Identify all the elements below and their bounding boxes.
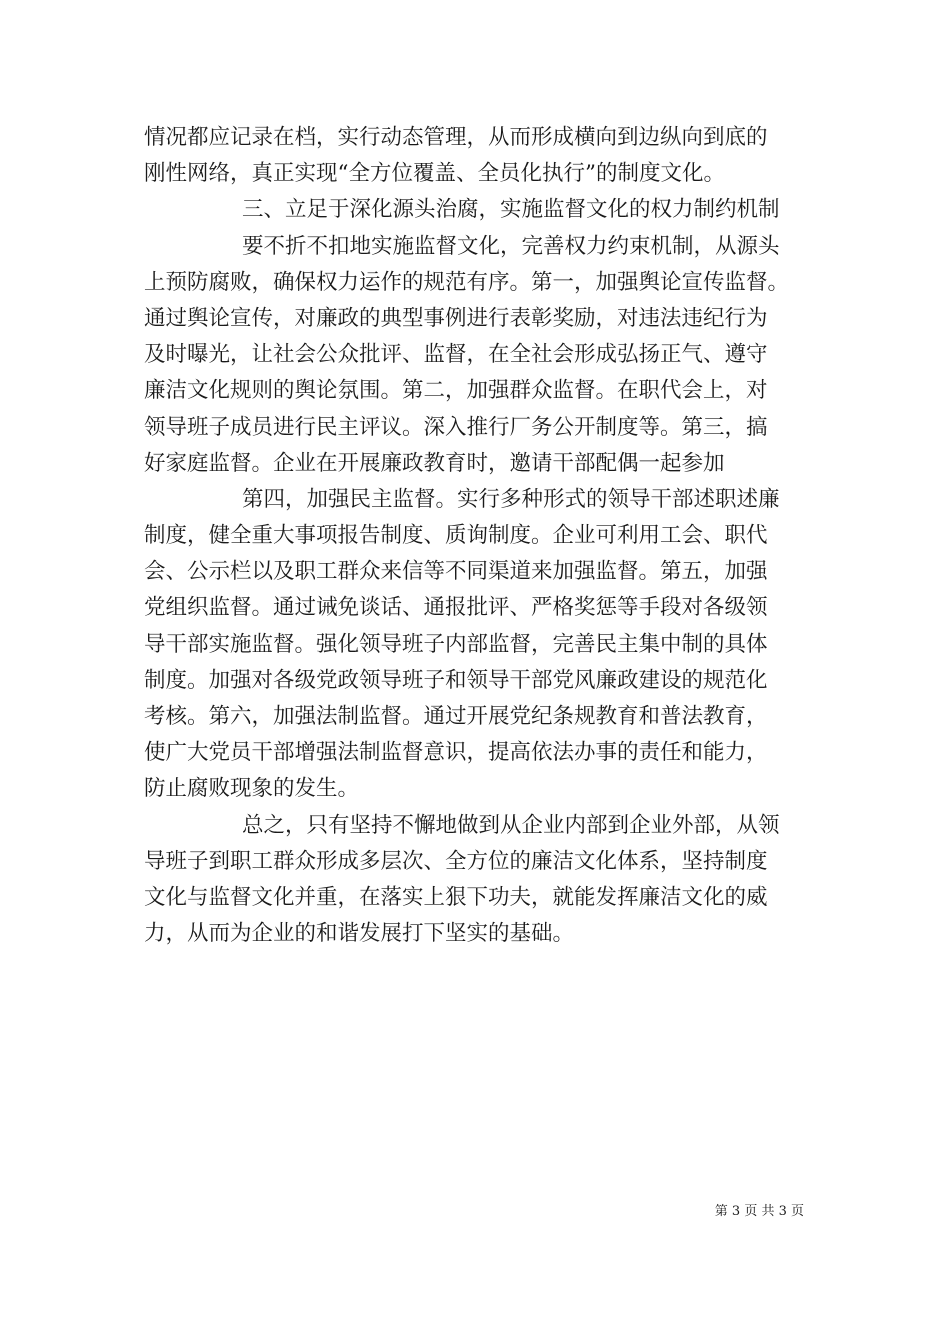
text-line: 及时曝光，让社会公众批评、监督，在全社会形成弘扬正气、遵守 [144, 342, 768, 368]
text-line: 领导班子成员进行民主评议。深入推行厂务公开制度等。第三，搞 [144, 414, 768, 440]
text-line: 导班子到职工群众形成多层次、全方位的廉洁文化体系，坚持制度 [144, 848, 768, 874]
text-line: 文化与监督文化并重，在落实上狠下功夫，就能发挥廉洁文化的威 [144, 884, 768, 910]
section-heading: 三、立足于深化源头治腐，实施监督文化的权力制约机制 [242, 197, 780, 223]
text-line: 力，从而为企业的和谐发展打下坚实的基础。 [144, 921, 575, 947]
text-line: 通过舆论宣传，对廉政的典型事例进行表彰奖励，对违法违纪行为 [144, 305, 768, 331]
text-line: 党组织监督。通过诫免谈话、通报批评、严格奖惩等手段对各级领 [144, 595, 768, 621]
text-line: 上预防腐败，确保权力运作的规范有序。第一，加强舆论宣传监督。 [144, 269, 790, 295]
text-line: 情况都应记录在档，实行动态管理，从而形成横向到边纵向到底的 [144, 125, 768, 150]
text-line: 制度，健全重大事项报告制度、质询制度。企业可利用工会、职代 [144, 523, 768, 549]
text-line: 第四，加强民主监督。实行多种形式的领导干部述职述廉 [242, 486, 780, 512]
text-line: 考核。第六，加强法制监督。通过开展党纪条规教育和普法教育， [144, 704, 768, 729]
text-line: 防止腐败现象的发生。 [144, 776, 360, 802]
text-line: 好家庭监督。企业在开展廉政教育时，邀请干部配偶一起参加 [144, 450, 725, 476]
text-line: 制度。加强对各级党政领导班子和领导干部党风廉政建设的规范化 [144, 667, 768, 693]
text-line: 要不折不扣地实施监督文化，完善权力约束机制，从源头 [242, 233, 780, 259]
text-line: 廉洁文化规则的舆论氛围。第二，加强群众监督。在职代会上，对 [144, 378, 768, 404]
text-line: 导干部实施监督。强化领导班子内部监督，完善民主集中制的具体 [144, 631, 768, 657]
text-line: 刚性网络，真正实现“全方位覆盖、全员化执行”的制度文化。 [144, 161, 725, 187]
text-line: 总之，只有坚持不懈地做到从企业内部到企业外部，从领 [242, 812, 780, 838]
text-line: 会、公示栏以及职工群众来信等不同渠道来加强监督。第五，加强 [144, 559, 768, 585]
document-body [144, 120, 814, 952]
page-number: 第 3 页 共 3 页 [714, 1204, 804, 1219]
text-line: 使广大党员干部增强法制监督意识，提高依法办事的责任和能力， [144, 740, 768, 766]
